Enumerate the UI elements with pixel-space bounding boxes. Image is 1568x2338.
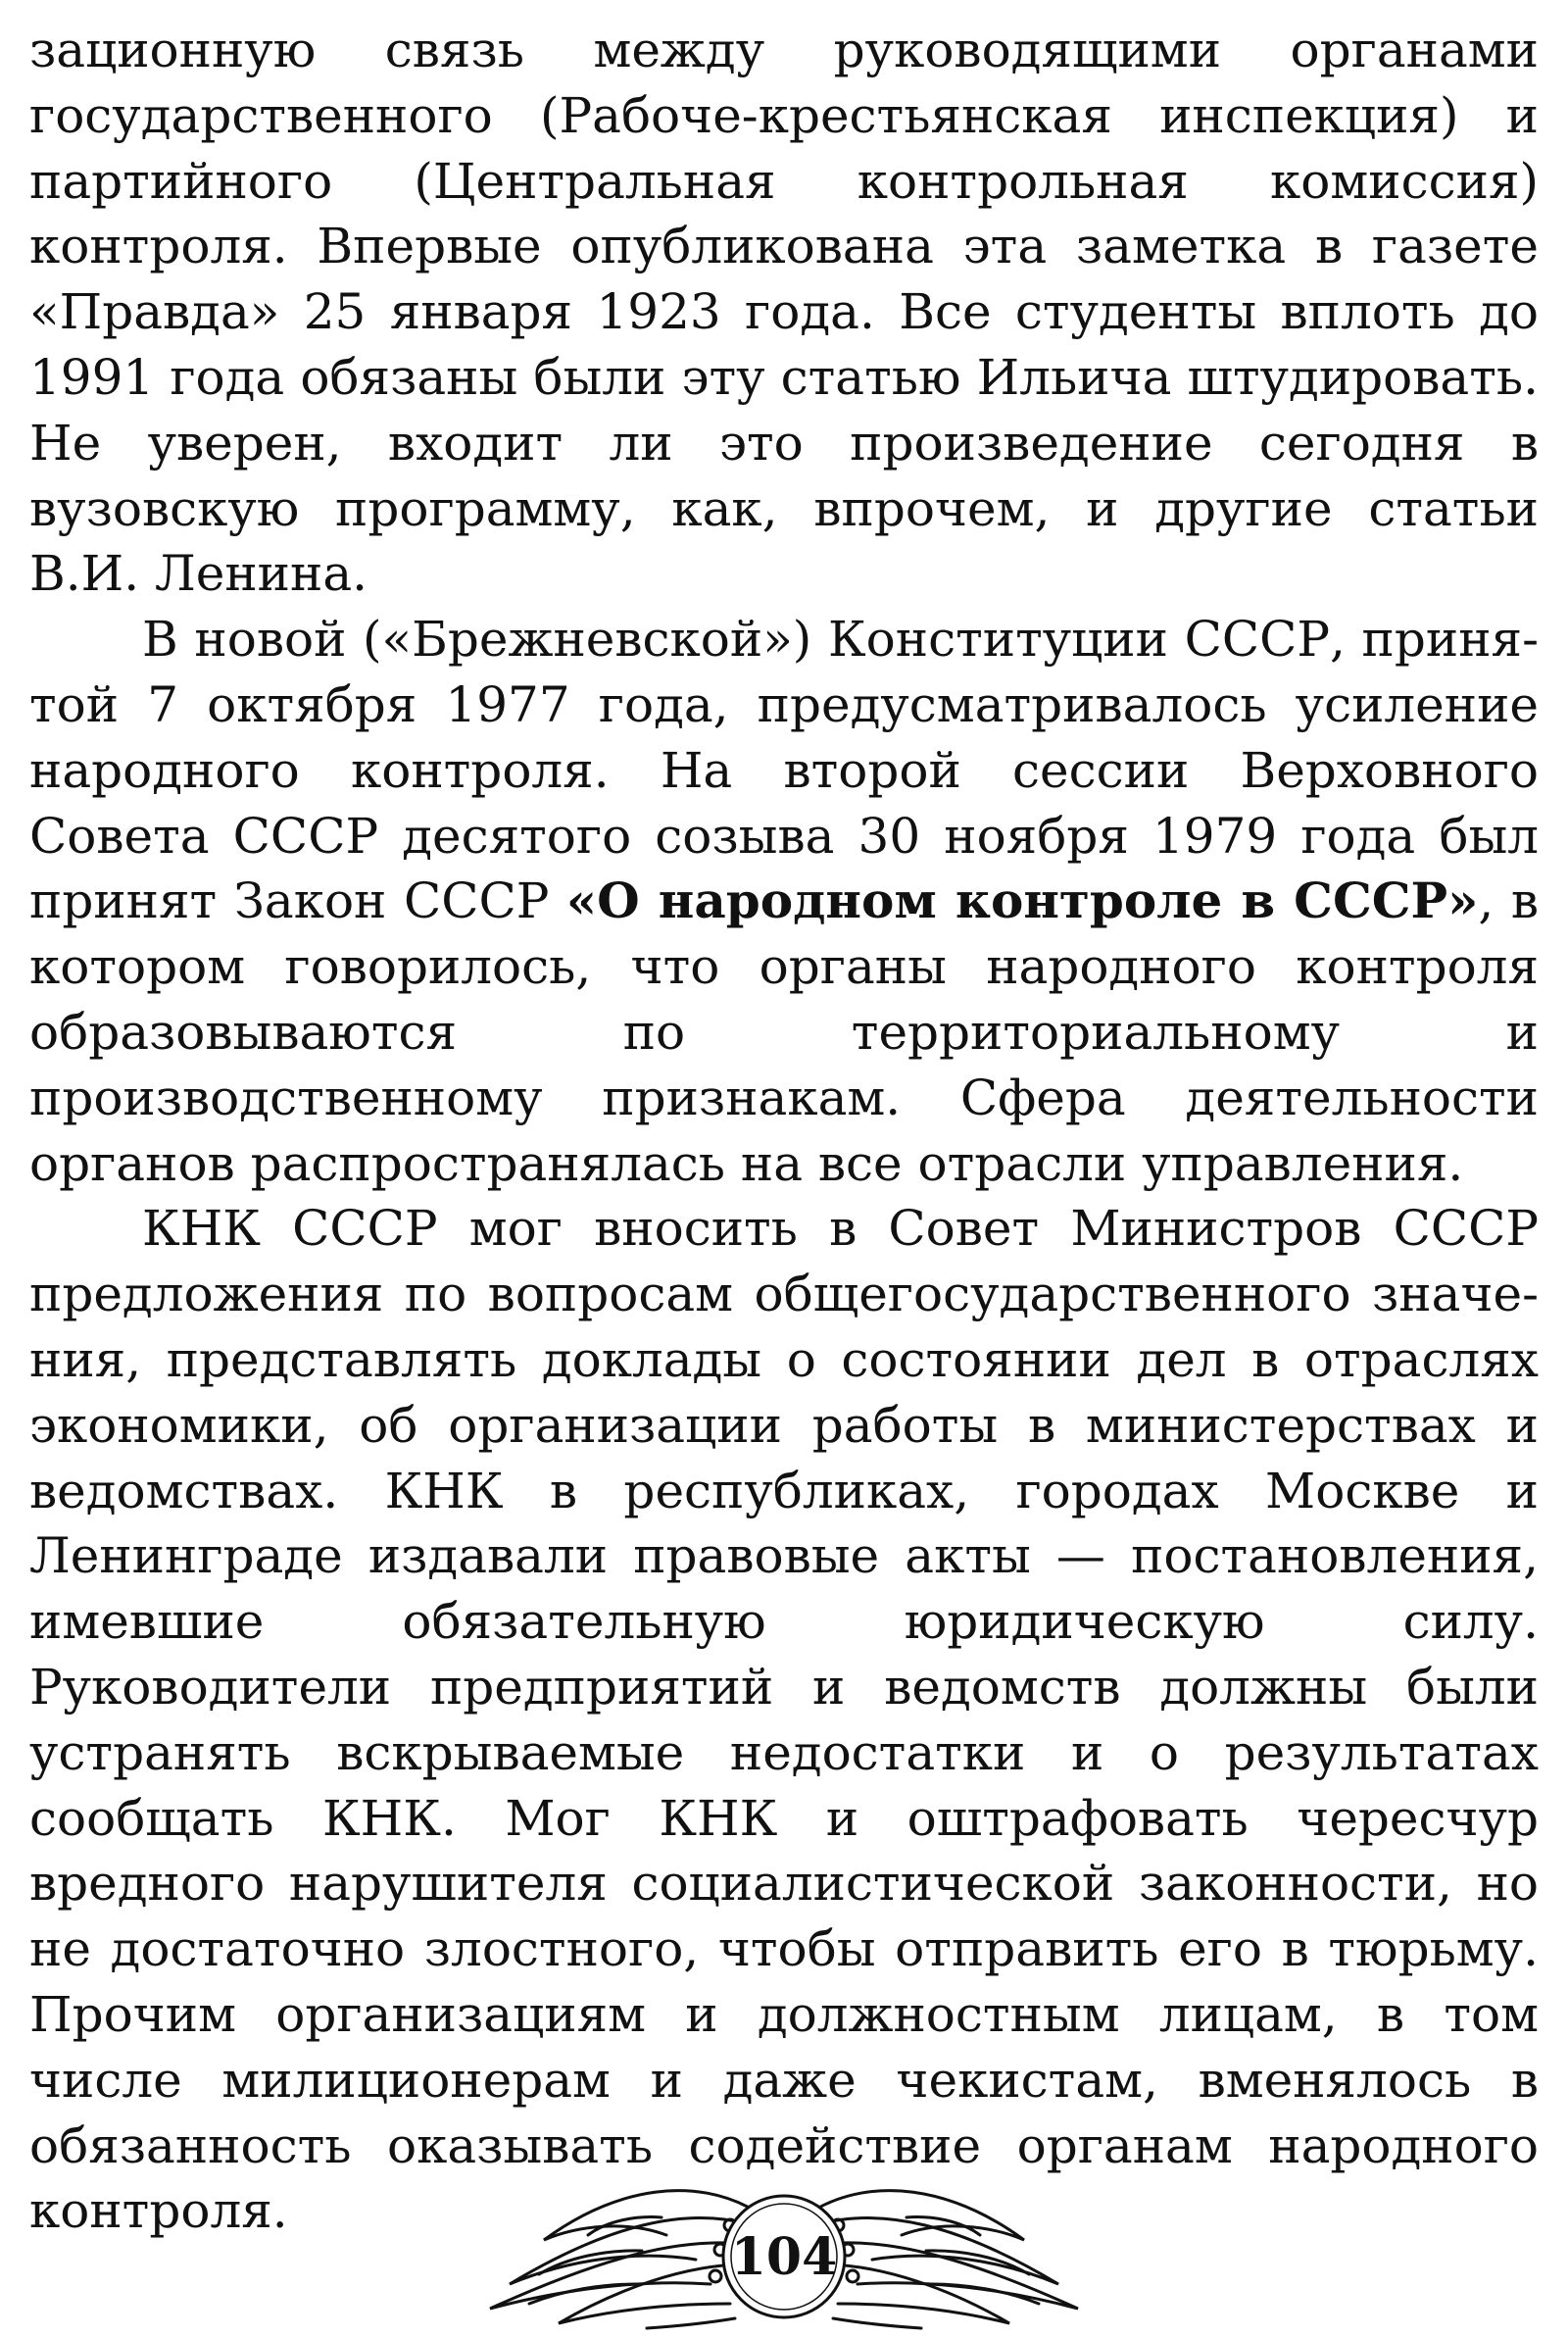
right-wing-ornament <box>813 2191 1078 2328</box>
page-body <box>29 18 1539 2244</box>
paragraph-1: зационную связь между руководящими органами государственного (Рабоче-крестьянская инспекция) и партийного (Центральная контрольная комиссия) контроля. Впервые опубликована эта заметка в газете «Правда» 25 января 1923 года. Все студенты вплоть до 1991 года обязаны были эту статью Ильича штудировать. Не уверен, входит ли это произведение сегодня в вузовскую программу, как, впрочем, и другие статьи В.И. Ленина. <box>29 22 1539 603</box>
law-title-bold: «О народном контроле в СССР» <box>565 871 1479 930</box>
paragraph-2 <box>29 607 1539 1196</box>
page-number-ornament <box>470 2166 1098 2338</box>
paragraph-2-text-after: , в котором говорилось, что органы народного контроля образовываются по территориальному и производственному признакам. Сфера деятельности органов распространялась на все отрасли управления. <box>29 872 1540 1192</box>
paragraph-3: КНК СССР мог вносить в Совет Министров СССР предложения по вопросам общегосударственного значения, представлять доклады о состоянии дел в отраслях экономики, об организации работы в министерствах и ведомствах. КНК в республиках, городах Москве и Ленинграде издавали правовые акты — постановления, имевшие обязательную юридическую силу. Руководители предприятий и ведомств должны были устранять вскрываемые недостатки и о результатах сообщать КНК. Мог КНК и оштрафовать чересчур вредного нарушителя социалистической законности, но не достаточно злостного, чтобы отправить его в тюрьму. Прочим организациям и должностным лицам, в том числе милиционерам и даже чекистам, вменялось в обязанность оказывать содействие органам народного контроля. <box>29 1200 1539 2240</box>
paragraph-2-text-before: В новой («Брежневской») Конституции СССР, принятой 7 октября 1977 года, предусматривалось усиление народного контроля. На второй сессии Верховного Совета СССР десятого созыва 30 ноября 1979 года был принят Закон СССР <box>29 611 1539 930</box>
page-number: 104 <box>730 2227 838 2287</box>
left-wing-ornament <box>490 2191 755 2328</box>
